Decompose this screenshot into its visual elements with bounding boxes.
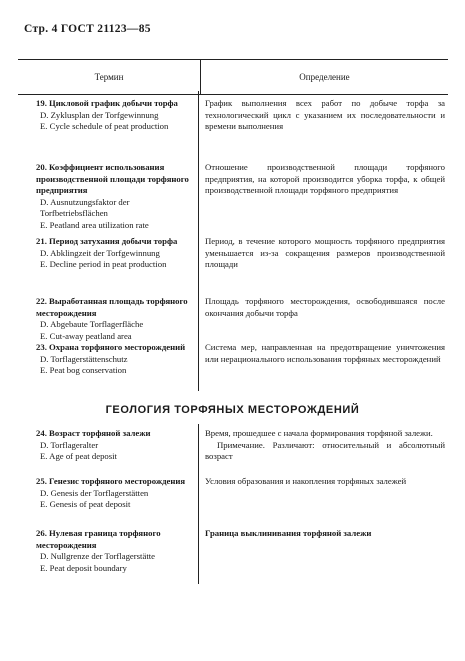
definition-text: График выполнения всех работ по добыче торфа за технологический цикл с указанием их последовательности и времени выполнения	[205, 98, 445, 132]
term-20	[36, 162, 194, 232]
definition-text: Площадь торфяного месторождения, освободившаяся после окончания добычи торфа	[205, 296, 445, 318]
table-header	[18, 59, 448, 95]
term-title: 19. Цикловой график добычи торфа	[36, 98, 178, 108]
term-19	[36, 98, 194, 133]
term-de: D. Genesis der Torflagerstätten	[40, 487, 149, 498]
term-21	[36, 236, 194, 271]
definition-20	[205, 162, 445, 197]
term-de: D. Ausnutzungsfaktor der Torfbetriebsflächen	[40, 196, 130, 219]
term-en: E. Peatland area utilization rate	[40, 219, 149, 230]
term-22	[36, 296, 194, 342]
term-title: 23. Охрана торфяного месторождений	[36, 342, 186, 352]
term-en: E. Cycle schedule of peat production	[40, 121, 169, 132]
term-de: D. Abgebaute Torflagerfläche	[40, 319, 144, 330]
definition-23	[205, 342, 445, 365]
definition-text: Условия образования и накопления торфяных залежей	[205, 476, 407, 486]
definition-26	[205, 528, 445, 540]
term-en: E. Peat deposit boundary	[40, 562, 127, 573]
section-title: ГЕОЛОГИЯ ТОРФЯНЫХ МЕСТОРОЖДЕНИЙ	[105, 404, 360, 416]
term-title: 26. Нулевая граница торфяного месторождения	[36, 528, 161, 550]
definition-text: Период, в течение которого мощность торфяного предприятия уменьшается из-за сокращения размеров производственной площади	[205, 236, 445, 270]
term-en: E. Age of peat deposit	[40, 451, 117, 462]
definition-19	[205, 98, 445, 133]
definition-text: Отношение производственной площади торфяного предприятия, на которой производится уборка торфа, к общей производственной площади торфяного предприятия	[205, 162, 445, 196]
term-de: D. Torflageralter	[40, 439, 99, 450]
term-title: 21. Период затухания добычи торфа	[36, 236, 178, 246]
term-de: D. Abklingzeit der Torfgewinnung	[40, 247, 160, 258]
term-de: D. Torflagerstättenschutz	[40, 353, 128, 364]
term-25	[36, 476, 194, 511]
term-en: E. Cut-away peatland area	[40, 330, 132, 341]
column-divider-top	[198, 91, 199, 391]
column-header-term: Термин	[18, 60, 201, 95]
column-divider-bottom	[198, 424, 199, 584]
definition-25	[205, 476, 445, 488]
term-title: 22. Выработанная площадь торфяного месторождения	[36, 296, 188, 318]
definition-21	[205, 236, 445, 271]
definition-22	[205, 296, 445, 319]
term-en: E. Decline period in peat production	[40, 259, 167, 270]
term-title: 20. Коэффициент использования производственной площади торфяного предприятия	[36, 162, 189, 196]
term-en: E. Peat bog conservation	[40, 365, 127, 376]
term-24	[36, 428, 194, 463]
page-header: Стр. 4 ГОСТ 21123—85	[24, 23, 151, 35]
term-en: E. Genesis of peat deposit	[40, 499, 131, 510]
term-de: D. Nullgrenze der Torflagerstätte	[40, 551, 156, 562]
term-title: 25. Генезис торфяного месторождения	[36, 476, 186, 486]
definition-text: Граница выклинивания торфяной залежи	[205, 528, 372, 538]
term-de: D. Zyklusplan der Torfgewinnung	[40, 109, 159, 120]
definition-24	[205, 428, 445, 463]
definition-text: Время, прошедшее с начала формирования торфяной залежи.	[205, 428, 433, 438]
column-header-definition: Определение	[201, 60, 449, 95]
definition-text: Система мер, направленная на предотвращение уничтожения или нерационального использования торфяных месторождений	[205, 342, 445, 364]
term-23	[36, 342, 194, 377]
term-26	[36, 528, 194, 574]
definition-note: Примечание. Различают: относительный и абсолютный возраст	[205, 439, 445, 462]
term-title: 24. Возраст торфяной залежи	[36, 428, 151, 438]
